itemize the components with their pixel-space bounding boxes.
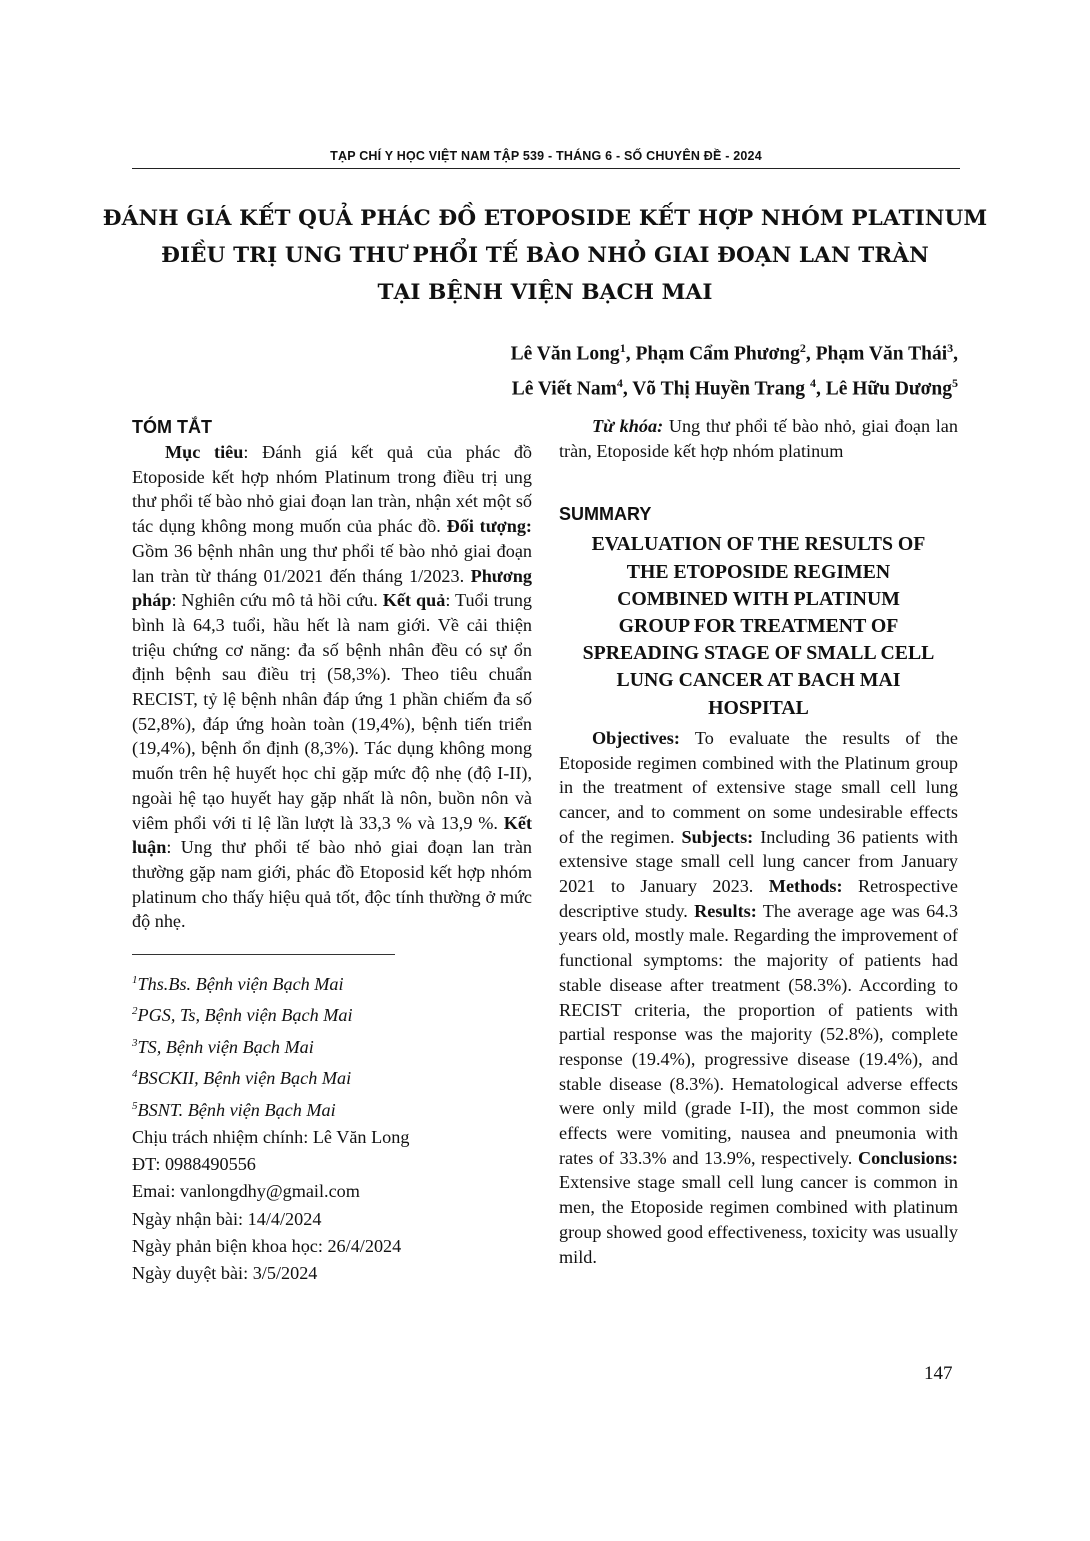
affiliation [132, 1093, 532, 1124]
subjects-text: Including 36 patients with extensive stage small cell lung cancer from January 2021 to January 2023. [559, 826, 958, 897]
accepted-date: Ngày duyệt bài: 3/5/2024 [132, 1263, 318, 1284]
author-name: Lê Viết Nam [511, 378, 617, 399]
affiliation-text: Ths.Bs. Bệnh viện Bạch Mai [137, 974, 344, 995]
page-number: 147 [924, 1363, 953, 1384]
results-label: Kết quả [382, 590, 446, 611]
affiliation-sup: 1 [132, 974, 138, 987]
author-sup: 2 [799, 341, 806, 355]
right-column [559, 414, 958, 1269]
header-rule [132, 168, 960, 169]
author-line [511, 369, 958, 404]
subjects-label: Subjects: [681, 826, 754, 847]
abstract-heading: TÓM TẮT [132, 417, 212, 437]
conclusion-text: : Ung thư phổi tế bào nhỏ giai đoạn lan tràn thường gặp nam giới, phác đồ Etoposid kết hợp nhóm platinum cho thấy hiệu quả tốt, độc tính thường ở mức độ nhẹ. [132, 837, 532, 932]
author-sup: 4 [809, 375, 816, 390]
objectives-text: To evaluate the results of the Etoposide regimen combined with the Platinum group in the treatment of extensive stage small cell lung cancer, and to comment on some undesirable effects of the regimen. [559, 727, 958, 847]
author-name: Phạm Cẩm Phương [635, 343, 800, 365]
methods-label: Methods: [768, 876, 843, 897]
en-title-line: LUNG CANCER AT BACH MAI [616, 669, 901, 692]
en-title-line: GROUP FOR TREATMENT OF [618, 615, 899, 638]
author-list [511, 334, 958, 403]
received-date: Ngày nhận bài: 14/4/2024 [132, 1208, 322, 1229]
phone-number: ĐT: 0988490556 [132, 1154, 256, 1175]
author-sep: , [625, 343, 636, 365]
subjects-label: Đối tượng: [446, 516, 532, 537]
title-line: ĐÁNH GIÁ KẾT QUẢ PHÁC ĐỒ ETOPOSIDE KẾT HỢP NHÓM PLATINUM [102, 206, 988, 231]
en-title-line: HOSPITAL [708, 696, 809, 719]
affiliation-text: PGS, Ts, Bệnh viện Bạch Mai [137, 1005, 353, 1026]
author-name: Lê Văn Long [510, 343, 620, 365]
affiliation-text: TS, Bệnh viện Bạch Mai [137, 1036, 314, 1057]
english-title [559, 531, 958, 721]
affiliation-sup: 5 [132, 1099, 138, 1112]
title-line: ĐIỀU TRỊ UNG THƯ PHỔI TẾ BÀO NHỎ GIAI ĐOẠN LAN TRÀN [161, 243, 929, 268]
abstract-vi-text [132, 440, 532, 934]
results-text: : Tuổi trung bình là 64,3 tuổi, hầu hết là nam giới. Về cải thiện triệu chứng cơ năng: đa số bệnh nhân đều có sự ổn định bệnh sau điều trị (58,3%). Theo tiêu chuẩn RECIST, tỷ lệ bệnh nhân đáp ứng 1 phần chiếm đa số (52,8%), đáp ứng hoàn toàn (19,4%), bệnh tiến triển (19,4%), bệnh ổn định (8,3%). Tác dụng không mong muốn trên hệ huyết học chỉ gặp mức độ nhẹ (độ I-II), ngoài hệ tạo huyết hay gặp nhất là nôn, buồn nôn và viêm phổi với tỉ lệ lần lượt là 33,3 % và 13,9 %. [132, 590, 533, 833]
author-sep: , [953, 343, 958, 365]
objective-label: Mục tiêu [165, 442, 244, 462]
methods-text: Retrospective descriptive study. [559, 876, 958, 921]
footnote-rule [132, 954, 395, 955]
reviewed-date: Ngày phản biện khoa học: 26/4/2024 [132, 1236, 402, 1257]
affiliation-sup: 3 [132, 1036, 138, 1049]
affiliation-text: BSNT. Bệnh viện Bạch Mai [137, 1099, 336, 1120]
author-sep: , [622, 378, 633, 399]
summary-heading: SUMMARY [559, 504, 652, 525]
affiliation-text: BSCKII, Bệnh viện Bạch Mai [137, 1068, 352, 1089]
author-sup: 4 [616, 375, 623, 390]
objectives-label: Objectives: [592, 727, 680, 748]
title-line: TẠI BỆNH VIỆN BẠCH MAI [377, 280, 713, 305]
author-line [511, 334, 958, 369]
left-column [132, 414, 532, 1288]
journal-header: TẠP CHÍ Y HỌC VIỆT NAM TẬP 539 - THÁNG 6 - SỐ CHUYÊN ĐỀ - 2024 [330, 149, 762, 163]
conclusions-label: Conclusions: [857, 1147, 958, 1168]
author-sep: , [815, 378, 826, 399]
affiliation-sup: 2 [132, 1005, 138, 1018]
keywords [559, 414, 958, 463]
affiliation [132, 1061, 532, 1092]
author-name: Phạm Văn Thái [815, 343, 948, 365]
methods-text: : Nghiên cứu mô tả hồi cứu. [171, 590, 383, 611]
affiliation-sup: 4 [132, 1068, 138, 1081]
keywords-label: Từ khóa: [592, 416, 664, 436]
author-sup: 1 [619, 341, 626, 355]
article-title [100, 200, 990, 311]
author-sup: 5 [952, 375, 958, 390]
affiliation [132, 1030, 532, 1061]
en-title-line: THE ETOPOSIDE REGIMEN [626, 560, 891, 583]
author-name: Lê Hữu Dương [825, 378, 952, 399]
subjects-text: Gồm 36 bệnh nhân ung thư phổi tế bào nhỏ giai đoạn lan tràn từ tháng 01/2021 đến tháng 1/2023. [132, 540, 532, 586]
corresponding-author: Chịu trách nhiệm chính: Lê Văn Long [132, 1126, 410, 1147]
summary-text [559, 726, 958, 1269]
methods-label: Phương pháp [132, 565, 532, 611]
objective-text: : Đánh giá kết quả của phác đồ Etoposide kết hợp nhóm Platinum trong điều trị ung thư phổi tế bào nhỏ giai đoạn lan tràn, nhận xét một số tác dụng không mong muốn của phác đồ. [132, 442, 533, 537]
results-label: Results: [694, 900, 757, 921]
conclusions-text: Extensive stage small cell lung cancer is common in men, the Etoposide regimen combined with platinum group showed good effectiveness, toxicity was usually mild. [559, 1172, 958, 1267]
author-name: Võ Thị Huyền Trang [632, 378, 810, 399]
en-title-line: COMBINED WITH PLATINUM [617, 587, 900, 610]
en-title-line: EVALUATION OF THE RESULTS OF [591, 533, 926, 556]
affiliation [132, 967, 532, 998]
email-address: Emai: vanlongdhy@gmail.com [132, 1181, 360, 1202]
keywords-text: Ung thư phổi tế bào nhỏ, giai đoạn lan tràn, Etoposide kết hợp nhóm platinum [559, 416, 958, 461]
results-text: The average age was 64.3 years old, mostly male. Regarding the improvement of functional symptoms: the majority of patients had stable disease after treatment (58.3%). According to RECIST criteria, the proportion of patients with partial response was the majority (52.8%), complete response (19.4%), progressive disease (19.4%), and stable disease (8.3%). Hematological adverse effects were only mild (grade I-II), the most common side effects were vomiting, nausea and pneumonia with rates of 33.3% and 13.9%, respectively. [559, 900, 958, 1168]
en-title-line: SPREADING STAGE OF SMALL CELL [582, 642, 935, 665]
author-sep: , [805, 343, 816, 365]
author-sup: 3 [947, 341, 954, 355]
affiliation [132, 998, 532, 1029]
conclusion-label: Kết luận [132, 812, 532, 858]
